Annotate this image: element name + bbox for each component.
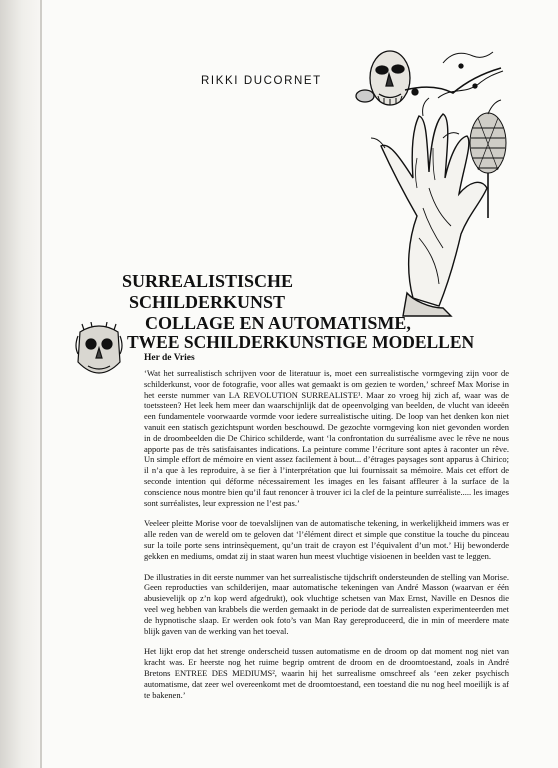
paragraph-2: Veeleer pleitte Morise voor de toevalslijnen van de automatische tekening, in werkelijkheid immers was er alle reden van de wereld om te geloven dat ‘l’élément direct et simple que constitue la touche du pinceau sur la toile porte sens intrinsèquement, qu’un trait de crayon est l’équivalent d’un mot.’ Hij bewonderde gekken en mediums, omdat zij in staat waren hun meest vluchtige visioenen in beelden vast te leggen.	[144, 518, 509, 561]
title-line-1: SURREALISTISCHE	[122, 271, 294, 291]
paragraph-3: De illustraties in dit eerste nummer van het surrealistische tijdschrift ondersteunden de stelling van Morise. Geen reproducties van schilderijen, maar automatische tekeningen van André Masson (waarvan er één abusievelijk op z’n kop werd afgedrukt), ook vluchtige schetsen van Max Ernst, Naville en Desnos die veel weg hebben van krabbels die werden gemaakt in de periode dat de surrealisten experimenteerden met de hypnotische slaap. Er werden ook foto’s van Man Ray gereproduceerd, die in min of meerdere mate blijk gaven van de werking van het toeval.	[144, 571, 509, 636]
ornate-mask-illustration	[74, 322, 124, 384]
byline: Her de Vries	[144, 353, 195, 363]
paragraph-4: Het lijkt erop dat het strenge onderscheid tussen automatisme en de droom op dat moment nog niet van kracht was. Er heerste nog het ruime begrip omtrent de droom en de droomtoestand, zoals in André Bretons ENTREE DES MEDIUMS², waarin hij het surrealisme omschreef als ‘een zeker psychisch automatisme, dat zeer wel overeenkomt met de droomtoestand, een toestand die nu nog heel moeilijk is af te bakenen.’	[144, 646, 509, 700]
article-body	[144, 368, 509, 710]
surreal-hand-illustration	[343, 38, 518, 328]
page-gutter	[0, 0, 40, 768]
title-line-3: COLLAGE EN AUTOMATISME,	[145, 313, 411, 333]
title-line-4: TWEE SCHILDERKUNSTIGE MODELLEN	[127, 332, 475, 352]
page-edge	[40, 0, 42, 768]
paragraph-1: ‘Wat het surrealistisch schrijven voor de literatuur is, moet een surrealistische vormgeving zijn voor de schilderkunst, voor de fotografie, voor alles wat gemaakt is om gezien te worden,’ schreef Max Morise in het eerste nummer van LA REVOLUTION SURREALISTE¹. Maar zo vroeg hij zich af, waar was de toetssteen? Het leek hem meer dan waarschijnlijk dat de opeenvolging van beelden, de vlucht van ideeën een fundamentele voorwaarde vormde voor iedere surrealistische uiting. De loop van het denken kon niet vanuit een statisch gezichtspunt worden beschouwd. De gezochte vormgeving kon niet gevonden worden in de droombeelden die De Chirico schilderde, want ‘la confrontation du surréalisme avec le rêve ne nous apporte pas de très satisfaisantes indications. La peinture comme l’écriture sont aptes à raconter un rêve. Un simple effort de mémoire en vient assez facilement à bout... d’étrages paysages sont apparus à Chirico; il n’a que à les reproduire, à se fier à l’interprétation que lui fournissait sa mémoire. Mais cet effort de seconde intention qui déforme nécessairement les images en les faisant affleurer à la surface de la conscience nous montre bien qu’il faut renoncer à trouver ici la clef de la peinture surréaliste..... les images sont surréalistes, leur expression ne l’est pas.’	[144, 368, 509, 508]
title-line-2: SCHILDERKUNST	[129, 292, 286, 312]
author-name: RIKKI DUCORNET	[201, 75, 322, 87]
